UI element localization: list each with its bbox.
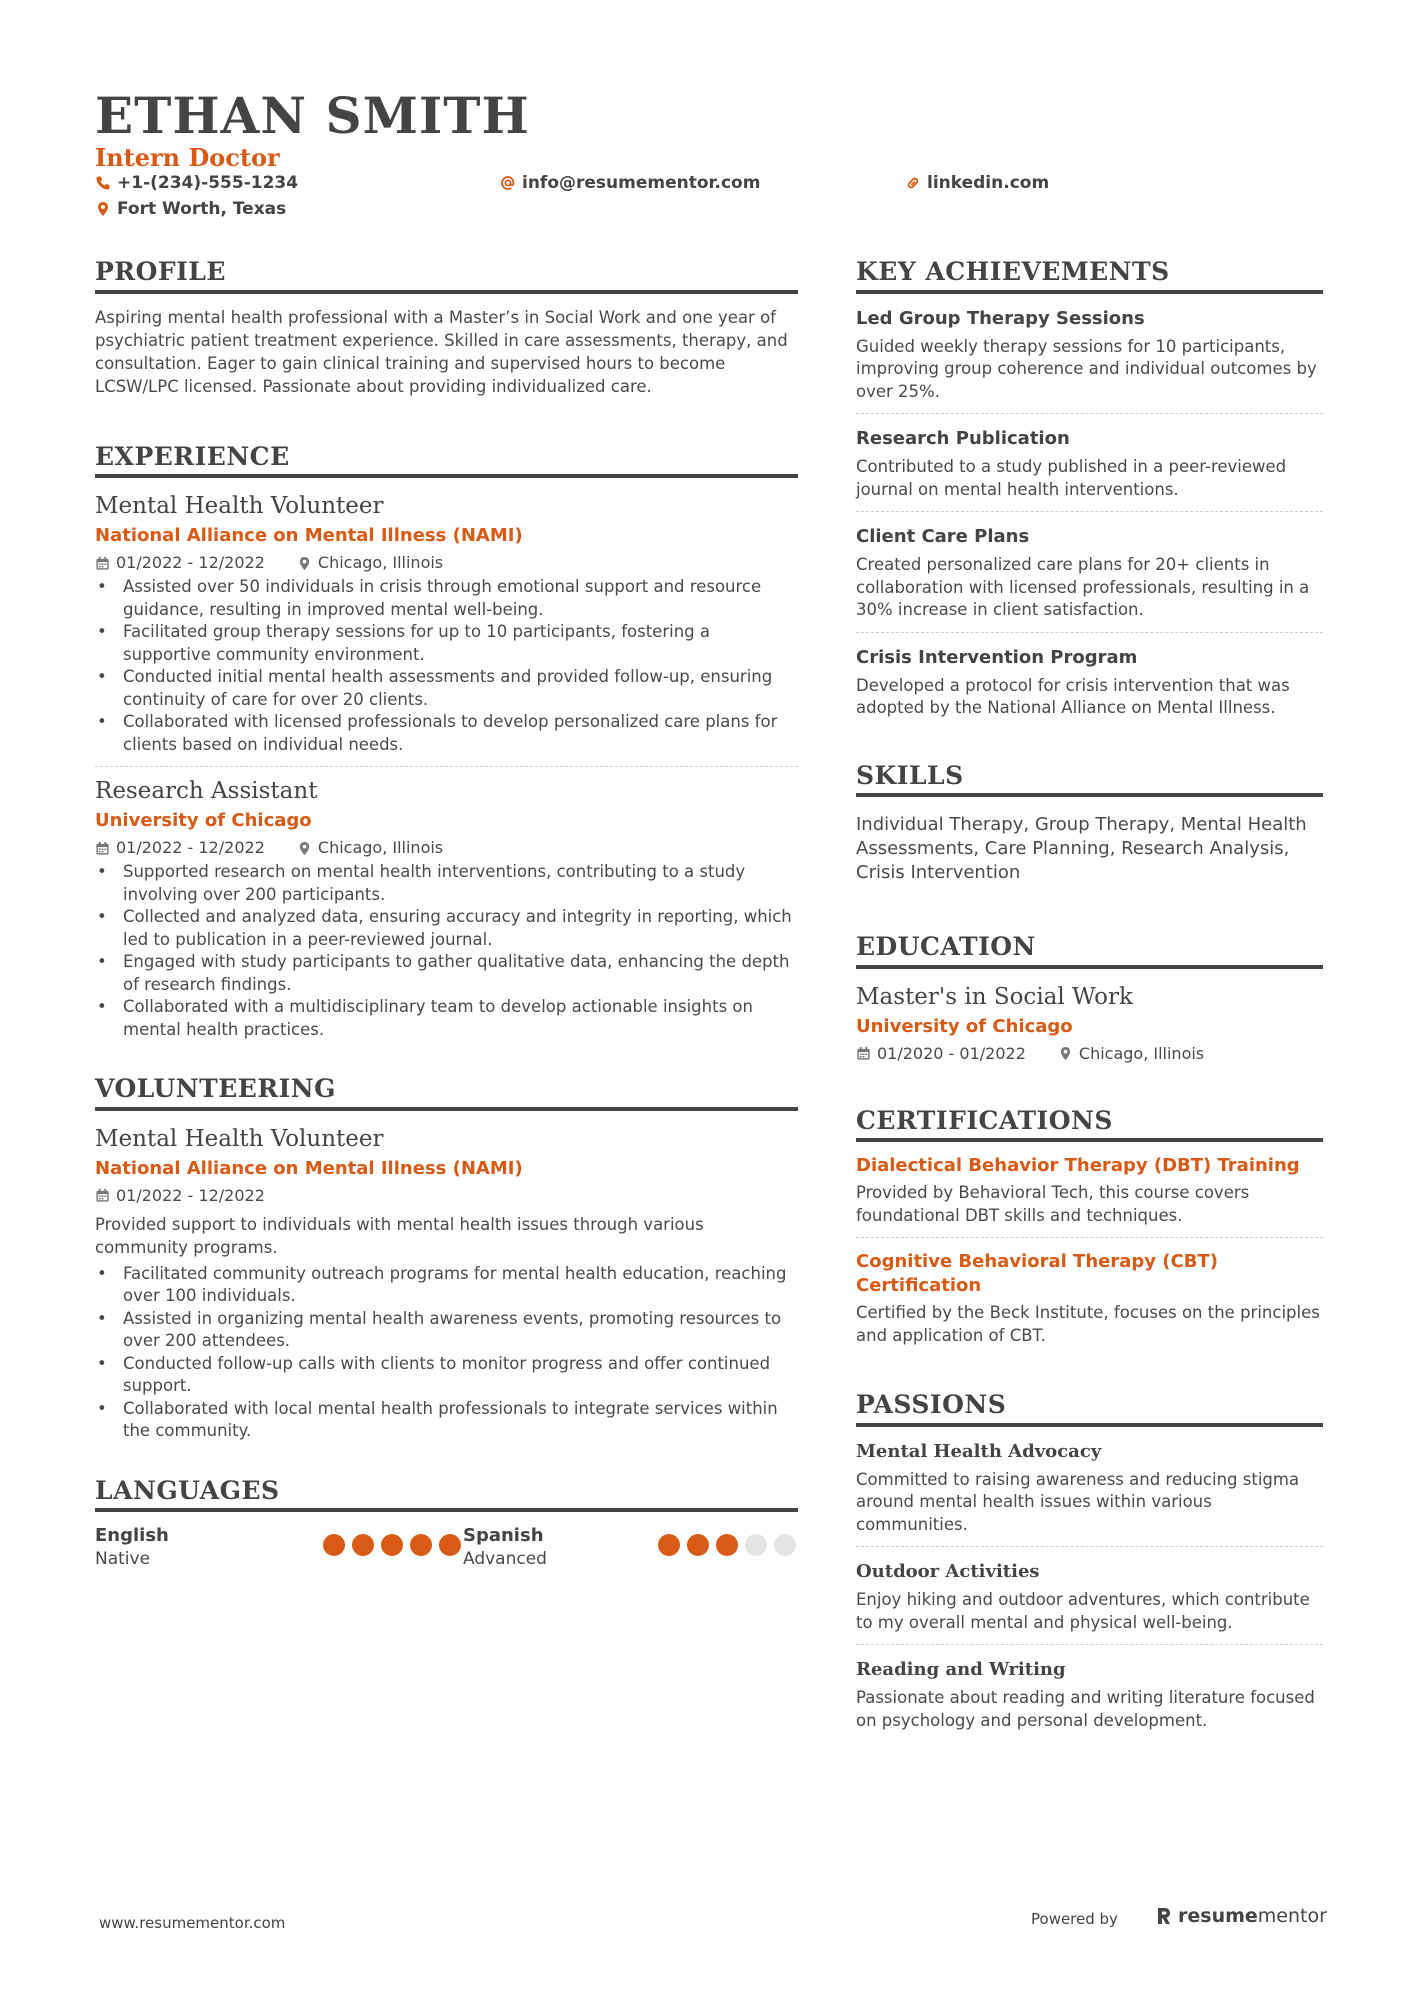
education-location: Chicago, Illinois [1078,1043,1205,1063]
language-name: Spanish [463,1525,544,1546]
rating-dot [687,1534,709,1556]
certification-title: Dialectical Behavior Therapy (DBT) Training [856,1155,1300,1176]
certification-desc: Certified by the Beck Institute, focuses on the principles and application of CBT. [856,1303,1320,1345]
bullet-item: • Conducted follow-up calls with clients to monitor progress and offer continued support. [95,1353,798,1398]
certification-item [856,1250,1323,1347]
passion-title: Outdoor Activities [856,1561,1040,1582]
volunteering-section [95,1075,798,1443]
entry-divider [856,1644,1323,1645]
job-location: Chicago, Illinois [317,553,444,572]
passions-section [856,1391,1323,1732]
experience-entry [95,775,798,1041]
profile-heading: PROFILE [95,258,798,294]
phone-icon [95,175,111,191]
skills-heading: SKILLS [856,762,1323,798]
at-icon [500,175,516,191]
education-heading: EDUCATION [856,933,1323,969]
language-item [463,1524,798,1570]
location-text: Fort Worth, Texas [117,199,287,219]
volunteer-organization: National Alliance on Mental Illness (NAMI) [95,1157,523,1179]
bullet-item: • Collaborated with licensed professionals to develop personalized care plans for clients based on individual needs. [95,711,798,756]
rating-dot [323,1534,345,1556]
volunteering-heading: VOLUNTEERING [95,1075,798,1111]
profile-section [95,258,798,398]
entry-divider [856,511,1323,512]
passions-heading: PASSIONS [856,1391,1323,1427]
bullet-item: • Assisted in organizing mental health awareness events, promoting resources to over 200 attendees. [95,1308,798,1353]
rating-dot [658,1534,680,1556]
calendar-icon [95,1188,110,1203]
job-meta [95,835,798,861]
volunteer-role: Mental Health Volunteer [95,1125,384,1152]
passion-title: Reading and Writing [856,1659,1066,1680]
brand-name-bold: resume [1178,1905,1258,1927]
right-column [856,258,1323,1770]
bullet-item: • Collaborated with local mental health professionals to integrate services within the community. [95,1398,798,1443]
job-meta [95,550,798,576]
achievement-item [856,524,1323,622]
education-meta [856,1041,1323,1067]
experience-heading: EXPERIENCE [95,443,798,479]
contact-phone[interactable] [95,173,298,193]
passion-item [856,1439,1323,1537]
calendar-icon [95,841,110,856]
bullet-item: • Assisted over 50 individuals in crisis through emotional support and resource guidance, resulting in improved mental well-being. [95,576,798,621]
achievement-item [856,426,1323,501]
job-dates: 01/2022 - 12/2022 [116,553,265,572]
bullet-item: • Supported research on mental health interventions, contributing to a study involving over 200 participants. [95,861,798,906]
education-school: University of Chicago [856,1015,1073,1037]
education-section [856,933,1323,1067]
languages-section [95,1477,798,1571]
candidate-name: ETHAN SMITH [95,86,530,145]
location-pin-icon [297,841,312,856]
rating-dot [745,1534,767,1556]
passion-desc: Passionate about reading and writing literature focused on psychology and personal development. [856,1688,1315,1730]
rating-dot [716,1534,738,1556]
calendar-icon [856,1046,871,1061]
language-level: Advanced [463,1549,547,1569]
certification-item [856,1154,1323,1227]
passion-desc: Enjoy hiking and outdoor adventures, which contribute to my overall mental and physical well-being. [856,1590,1310,1632]
phone-text: +1-(234)-555-1234 [117,173,299,193]
bullet-item: • Facilitated group therapy sessions for up to 10 participants, fostering a supportive community environment. [95,621,798,666]
email-text: info@resumementor.com [522,173,761,193]
certification-title: Cognitive Behavioral Therapy (CBT) Certification [856,1251,1218,1296]
achievement-title: Client Care Plans [856,526,1030,547]
language-level: Native [95,1549,151,1569]
linkedin-text: linkedin.com [927,173,1050,193]
education-dates: 01/2020 - 01/2022 [877,1043,1026,1063]
link-icon [905,175,921,191]
language-item [95,1524,463,1570]
job-bullets [95,576,798,756]
language-rating [658,1534,796,1570]
rating-dot [410,1534,432,1556]
experience-section [95,443,798,1042]
contact-email[interactable] [500,173,760,193]
job-organization: National Alliance on Mental Illness (NAMI) [95,525,523,546]
passion-item [856,1559,1323,1634]
entry-divider [856,413,1323,414]
resumementor-logo-icon [1156,1906,1172,1926]
entry-divider [95,766,798,767]
contact-linkedin[interactable] [905,173,1049,193]
job-location: Chicago, Illinois [317,838,444,857]
profile-text: Aspiring mental health professional with a Master’s in Social Work and one year of psychiatric patient treatment experience. Skilled in care assessments, therapy, and consultation. Eager to gain clinical training and supervised hours to become LCSW/LPC licensed. Passionate about providing individualized care. [95,307,788,396]
calendar-icon [95,556,110,571]
passion-desc: Committed to raising awareness and reducing stigma around mental health issues within various communities. [856,1469,1300,1534]
bullet-item: • Conducted initial mental health assessments and provided follow-up, ensuring continuity of care for over 20 clients. [95,666,798,711]
experience-entry [95,490,798,756]
bullet-item: • Collaborated with a multidisciplinary team to develop actionable insights on mental health practices. [95,996,798,1041]
brand-name-light: mentor [1257,1905,1327,1927]
passion-title: Mental Health Advocacy [856,1440,1102,1462]
volunteer-summary: Provided support to individuals with mental health issues through various community programs. [95,1214,704,1257]
volunteer-dates: 01/2022 - 12/2022 [116,1185,265,1205]
left-column [95,258,798,1608]
skills-section [856,762,1323,886]
achievements-section [856,258,1323,720]
education-degree: Master's in Social Work [856,983,1133,1010]
rating-dot [352,1534,374,1556]
bullet-item: • Facilitated community outreach programs for mental health education, reaching over 100 individuals. [95,1263,798,1308]
languages-heading: LANGUAGES [95,1477,798,1513]
rating-dot [439,1534,461,1556]
job-title: Research Assistant [95,778,318,804]
job-organization: University of Chicago [95,810,312,831]
languages-list [95,1524,798,1570]
bullet-item: • Engaged with study participants to gather qualitative data, enhancing the depth of research findings. [95,951,798,996]
location-pin-icon [297,556,312,571]
location-pin-icon [95,201,111,217]
entry-divider [856,632,1323,633]
rating-dot [774,1534,796,1556]
achievement-title: Research Publication [856,428,1070,449]
certifications-section [856,1107,1323,1348]
footer-website-link[interactable]: www.resumementor.com [99,1914,286,1932]
achievement-title: Led Group Therapy Sessions [856,307,1145,329]
skills-text: Individual Therapy, Group Therapy, Mental Health Assessments, Care Planning, Research Analysis, Crisis Intervention [856,814,1307,883]
powered-by-label: Powered by [1031,1910,1118,1928]
certifications-heading: CERTIFICATIONS [856,1107,1323,1143]
passion-item [856,1657,1323,1732]
volunteer-meta [95,1183,798,1209]
achievement-desc: Developed a protocol for crisis intervention that was adopted by the National Alliance on Mental Illness. [856,675,1290,717]
contact-location [95,199,286,219]
entry-divider [856,1237,1323,1238]
volunteer-bullets [95,1263,798,1443]
achievement-item [856,306,1323,404]
language-rating [323,1534,461,1570]
achievement-item [856,645,1323,720]
rating-dot [381,1534,403,1556]
location-pin-icon [1058,1046,1073,1061]
brand-logo[interactable] [1156,1905,1327,1927]
certification-desc: Provided by Behavioral Tech, this course covers foundational DBT skills and techniques. [856,1183,1250,1225]
bullet-item: • Collected and analyzed data, ensuring accuracy and integrity in reporting, which led to publication in a peer-reviewed journal. [95,906,798,951]
achievement-desc: Guided weekly therapy sessions for 10 participants, improving group coherence and individual outcomes by over 25%. [856,336,1317,401]
candidate-role: Intern Doctor [95,143,280,172]
language-name: English [95,1525,169,1546]
job-bullets [95,861,798,1041]
achievement-desc: Created personalized care plans for 20+ clients in collaboration with licensed professionals, resulting in a 30% increase in client satisfaction. [856,555,1310,619]
achievements-heading: KEY ACHIEVEMENTS [856,258,1323,294]
job-dates: 01/2022 - 12/2022 [116,838,265,857]
job-title: Mental Health Volunteer [95,493,384,519]
achievement-title: Crisis Intervention Program [856,646,1138,668]
achievement-desc: Contributed to a study published in a peer-reviewed journal on mental health interventions. [856,457,1287,499]
entry-divider [856,1546,1323,1547]
